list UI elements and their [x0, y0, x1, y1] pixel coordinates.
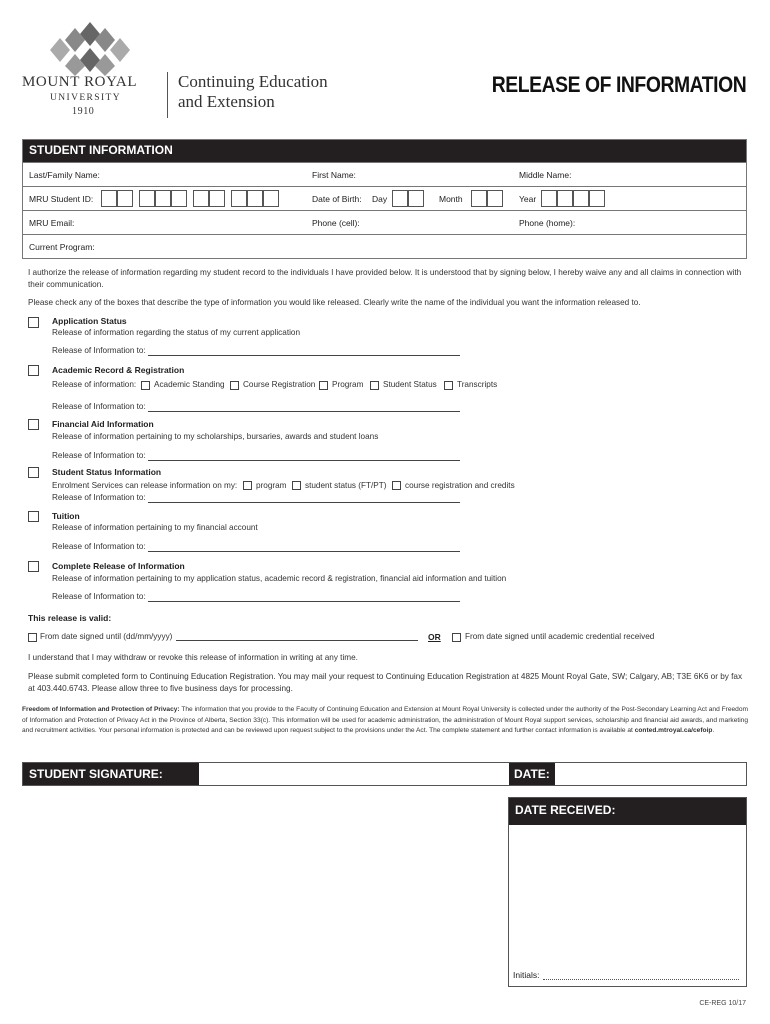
- complete-release-title: Complete Release of Information: [52, 561, 185, 571]
- or-label: OR: [428, 632, 441, 642]
- release-to-line[interactable]: [148, 411, 460, 412]
- student-status-info-title: Student Status Information: [52, 467, 162, 477]
- dob-year-box[interactable]: [589, 190, 605, 207]
- student-id-digit-box[interactable]: [247, 190, 263, 207]
- dob-month-label: Month: [439, 194, 463, 204]
- mount-royal-logo-icon: [45, 20, 135, 80]
- id-dob-row: [23, 186, 746, 210]
- release-to-label: Release of Information to:: [52, 542, 146, 551]
- valid-until-credential-label: From date signed until academic credential received: [465, 632, 655, 641]
- status-course-registration-label: course registration and credits: [405, 481, 515, 490]
- release-to-line[interactable]: [148, 355, 460, 356]
- student-signature-field[interactable]: [199, 763, 509, 785]
- complete-release-checkbox[interactable]: [28, 561, 39, 572]
- authorization-paragraph: I authorize the release of information regarding my student record to the individuals I have provided below. It is understood that by signing below, I hereby waive any and all claims in connection with their communication.: [28, 268, 742, 289]
- release-to-line[interactable]: [148, 502, 460, 503]
- student-id-digit-box[interactable]: [231, 190, 247, 207]
- student-status-label: Student Status: [383, 380, 437, 389]
- tuition-title: Tuition: [52, 511, 80, 521]
- foip-label: Freedom of Information and Protection of Privacy:: [22, 706, 180, 713]
- department-name-line2: and Extension: [178, 92, 275, 111]
- contact-row: [23, 210, 746, 234]
- valid-until-date-checkbox[interactable]: [28, 633, 37, 642]
- valid-until-date-line[interactable]: [176, 640, 418, 641]
- dob-day-label: Day: [372, 194, 388, 204]
- validity-heading: This release is valid:: [28, 613, 112, 623]
- application-status-description: Release of information regarding the status of my current application: [52, 328, 301, 337]
- tuition-checkbox[interactable]: [28, 511, 39, 522]
- student-id-digit-box[interactable]: [193, 190, 209, 207]
- student-id-digit-box[interactable]: [117, 190, 133, 207]
- student-information-table: [22, 139, 747, 259]
- dob-month-box[interactable]: [487, 190, 503, 207]
- initials-line[interactable]: [543, 979, 739, 980]
- logo-divider: [167, 72, 168, 118]
- student-id-digit-box[interactable]: [101, 190, 117, 207]
- foip-end: .: [712, 727, 715, 734]
- status-ftpt-checkbox[interactable]: [292, 481, 301, 490]
- financial-aid-checkbox[interactable]: [28, 419, 39, 430]
- release-to-line[interactable]: [148, 460, 460, 461]
- foip-paragraph: [22, 705, 748, 737]
- course-registration-label: Course Registration: [243, 380, 316, 389]
- transcripts-checkbox[interactable]: [444, 381, 453, 390]
- financial-aid-description: Release of information pertaining to my scholarships, bursaries, awards and student loans: [52, 432, 379, 441]
- academic-standing-checkbox[interactable]: [141, 381, 150, 390]
- withdraw-paragraph: I understand that I may withdraw or revoke this release of information in writing at any time.: [28, 653, 358, 662]
- name-row: [23, 162, 746, 186]
- program-row: [23, 234, 746, 258]
- student-id-digit-box[interactable]: [209, 190, 225, 207]
- academic-record-title: Academic Record & Registration: [52, 365, 185, 375]
- release-to-line[interactable]: [148, 551, 460, 552]
- logo-university-label: UNIVERSITY: [50, 93, 121, 103]
- program-label: Program: [332, 380, 364, 389]
- financial-aid-title: Financial Aid Information: [52, 419, 154, 429]
- student-id-digit-box[interactable]: [155, 190, 171, 207]
- dob-year-label: Year: [519, 194, 537, 204]
- academic-record-description: Release of information:: [52, 380, 137, 389]
- foip-text: The information that you provide to the Faculty of Continuing Education and Extension at Mount Royal University is collected under the authority of the Post-Secondary Learning Act and Freedom of Information and Protection of Privacy Act in the Province of Alberta, Section 33(c). This information will be used for academic administration, the administration of Mount Royal support services, scholarship and financial aid awards, and marketing and recruitment activities. Your personal information is protected and can be reviewed upon request subject to the provisions under the Act. The complete statement and further contact information is available at: [22, 706, 748, 734]
- student-signature-label: STUDENT SIGNATURE:: [23, 763, 199, 785]
- last-name-field[interactable]: Last/Family Name:: [29, 170, 100, 180]
- student-status-info-checkbox[interactable]: [28, 467, 39, 478]
- mru-email-field[interactable]: MRU Email:: [29, 218, 75, 228]
- program-checkbox[interactable]: [319, 381, 328, 390]
- release-to-label: Release of Information to:: [52, 592, 146, 601]
- student-id-label: MRU Student ID:: [29, 194, 94, 204]
- date-received-box: [508, 797, 747, 987]
- initials-label: Initials:: [513, 970, 540, 980]
- release-to-label: Release of Information to:: [52, 402, 146, 411]
- transcripts-label: Transcripts: [457, 380, 498, 389]
- date-received-label: DATE RECEIVED:: [509, 798, 746, 825]
- submit-paragraph: Please submit completed form to Continuing Education Registration. You may mail your request to Continuing Education Registration at 4825 Mount Royal Gate, SW; Calgary, AB; T3E 6K6 or by fax at 403.440.6743. Please allow three to five business days for processing.: [28, 672, 743, 693]
- student-status-info-description: Enrolment Services can release information on my:: [52, 481, 238, 490]
- current-program-field[interactable]: Current Program:: [29, 242, 95, 252]
- dob-month-box[interactable]: [471, 190, 487, 207]
- dob-year-box[interactable]: [573, 190, 589, 207]
- status-program-checkbox[interactable]: [243, 481, 252, 490]
- student-status-checkbox[interactable]: [370, 381, 379, 390]
- document-title: RELEASE OF INFORMATION: [491, 72, 746, 97]
- department-name-line1: Continuing Education: [178, 72, 328, 91]
- academic-record-checkbox[interactable]: [28, 365, 39, 376]
- student-id-digit-box[interactable]: [171, 190, 187, 207]
- release-to-line[interactable]: [148, 601, 460, 602]
- signature-date-label: DATE:: [509, 763, 555, 785]
- dob-year-box[interactable]: [557, 190, 573, 207]
- application-status-checkbox[interactable]: [28, 317, 39, 328]
- tuition-description: Release of information pertaining to my financial account: [52, 523, 258, 532]
- logo-university-name: MOUNT ROYAL: [22, 74, 138, 90]
- first-name-field[interactable]: First Name:: [312, 170, 356, 180]
- status-ftpt-label: student status (FT/PT): [305, 481, 387, 490]
- dob-label: Date of Birth:: [312, 194, 362, 204]
- phone-home-field[interactable]: Phone (home):: [519, 218, 576, 228]
- course-registration-checkbox[interactable]: [230, 381, 239, 390]
- complete-release-description: Release of information pertaining to my application status, academic record & registration, financial aid information and tuition: [52, 574, 507, 583]
- academic-standing-label: Academic Standing: [154, 380, 225, 389]
- foip-link[interactable]: conted.mtroyal.ca/cefoip: [634, 727, 713, 734]
- dob-year-box[interactable]: [541, 190, 557, 207]
- phone-cell-field[interactable]: Phone (cell):: [312, 218, 360, 228]
- signature-date-field[interactable]: [555, 763, 746, 785]
- form-code: CE-REG 10/17: [699, 1000, 746, 1007]
- logo-founding-year: 1910: [72, 106, 95, 117]
- student-id-digit-box[interactable]: [139, 190, 155, 207]
- release-to-label: Release of Information to:: [52, 493, 146, 502]
- middle-name-field[interactable]: Middle Name:: [519, 170, 572, 180]
- student-information-heading: STUDENT INFORMATION: [23, 140, 746, 162]
- valid-until-credential-checkbox[interactable]: [452, 633, 461, 642]
- status-program-label: program: [256, 481, 287, 490]
- dob-day-box[interactable]: [392, 190, 408, 207]
- application-status-title: Application Status: [52, 316, 127, 326]
- status-course-registration-checkbox[interactable]: [392, 481, 401, 490]
- release-to-label: Release of Information to:: [52, 346, 146, 355]
- release-to-label: Release of Information to:: [52, 451, 146, 460]
- valid-until-date-label: From date signed until (dd/mm/yyyy): [40, 632, 173, 641]
- signature-row: [22, 762, 747, 786]
- student-id-digit-box[interactable]: [263, 190, 279, 207]
- instructions-paragraph: Please check any of the boxes that describe the type of information you would like released. Clearly write the name of the individual you want the information released to.: [28, 298, 641, 307]
- dob-day-box[interactable]: [408, 190, 424, 207]
